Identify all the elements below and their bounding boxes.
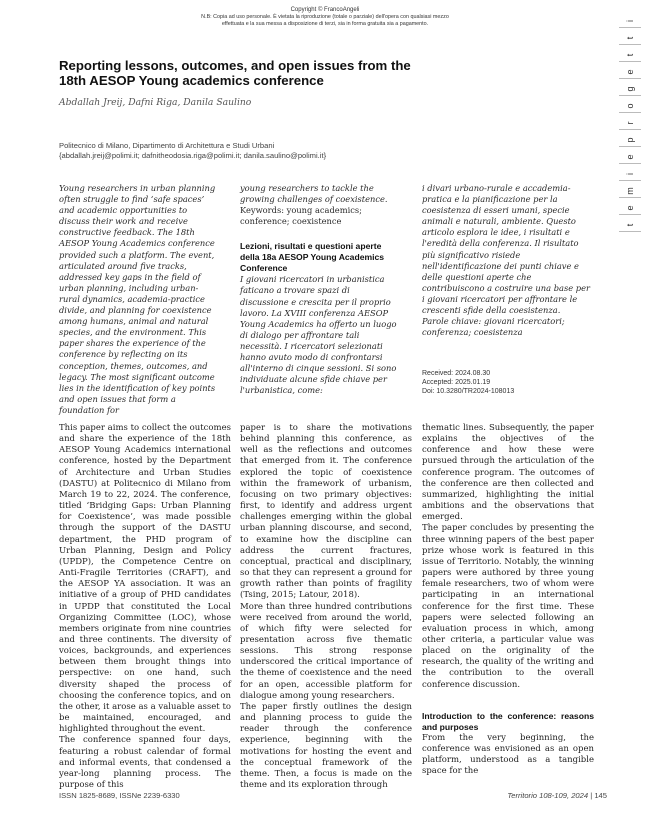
article-authors: Abdallah Jreij, Dafni Riga, Danila Saulino <box>59 97 252 108</box>
body-column-2 <box>240 423 412 791</box>
doi: Doi: 10.3280/TR2024-108013 <box>422 387 515 395</box>
keywords-it: Parole chiave: giovani ricercatori; conferenza; coesistenza <box>422 316 565 338</box>
abstract-en <box>59 183 219 416</box>
body-paragraph: paper is to share the motivations behind planning this conference, as well as the reflections and outcomes that emerged from it. The conference explored the topic of coexistence within the framework of urbanism, focusing on two primary objectives: first, to identify and address urgent challenges emerging within the global urban planning discourse, and second, to examine how the discipline can address the current fractures, conceptual, practical and disciplinary, so that they can represent a ground for growth rather than points of fragility (Tsing, 2015; Latour, 2018). <box>240 423 412 601</box>
sidebar-letter: i <box>625 173 635 175</box>
body-paragraph: The paper firstly outlines the design and planning process to guide the reader through the conference experience, beginning with the motivations for hosting the event and the conceptual framework of the theme. Then, a focus is made on the theme and its exploration through <box>240 701 412 790</box>
abstract-it-text-continued: i divari urbano-rurale e accademia-pratica e la pianificazione per la coesistenza di esseri umani, specie animali e naturali, ambiente. Questo articolo esplora le idee, i risultati e l'eredità della conferenza. Il risultato più significativo risiede nell'identificazione dei punti chiave e delle questioni aperte che contribuiscono a costruire una base per i giovani ricercatori per affrontare le crescenti sfide della coesistenza. <box>422 183 590 316</box>
affiliation-emails: {abdallah.jreij@polimi.it; dafnitheodosia.riga@polimi.it; danila.saulino@polimi.it} <box>59 151 327 160</box>
body-paragraph: This paper aims to collect the outcomes and share the experience of the 18th AESOP Young Academics international conference, hosted by the Department of Architecture and Urban Studies (DASTU) at Politecnico di Milano from March 19 to 22, 2024. The conference, titled ‘Bridging Gaps: Urban Planning for Coexistence’, was made possible through the support of the DASTU department, the PHD program of Urban Planning, Design and Policy (UPDP), the Competence Centre on Anti-Fragile Territories (CRAFT), and the AESOP YA association. It was an initiative of a group of PHD candidates in UPDP that constituted the Local Organizing Committee (LOC), whose members originate from nine countries and three continents. The diversity of voices, backgrounds, and experiences between them brought things into perspective: on one hand, such diversity shaped the process of choosing the conference topics, and on the other, it arose as a valuable asset to be maintained, encouraged, and highlighted throughout the event. <box>59 423 232 735</box>
sidebar-letter: t <box>625 53 635 57</box>
copyright-notice: Copyright © FrancoAngeli <box>290 7 360 13</box>
keywords-en: Keywords: young academics; conference; coexistence <box>240 205 362 227</box>
affiliation <box>59 141 439 161</box>
abstract-it-heading: Lezioni, risultati e questioni aperte della 18a AESOP Young Academics Conference <box>240 241 385 274</box>
footer-issn: ISSN 1825-8689, ISSNe 2239-6330 <box>59 791 180 800</box>
sidebar-letter: e <box>625 154 635 160</box>
affiliation-institution: Politecnico di Milano, Dipartimento di Architettura e Studi Urbani <box>59 141 275 150</box>
sidebar-letter: t <box>625 36 635 40</box>
article-title: Reporting lessons, outcomes, and open issues from the 18th AESOP Young academics conference <box>59 58 411 88</box>
sidebar-letter: g <box>625 86 635 92</box>
abstract-column-3 <box>422 183 594 338</box>
sidebar-letter: i <box>625 20 635 22</box>
received-date: Received: 2024.08.30 <box>422 370 491 377</box>
accepted-date: Accepted: 2025.01.19 <box>422 378 491 386</box>
journal-issue: Territorio 108-109, 2024 <box>507 791 589 800</box>
sidebar-letter: r <box>625 121 635 125</box>
footer-separator: | <box>590 791 593 800</box>
sidebar-letter: e <box>625 205 635 211</box>
abstract-it-text: I giovani ricercatori in urbanistica faticano a trovare spazi di discussione e crescita per il proprio lavoro. La XVIII conferenza AESOP Young Academics ha offerto un luogo di dialogo per affrontare tali necessità. I ricercatori selezionati hanno avuto modo di confrontarsi all'interno di cinque sessioni. Si sono individuate alcune sfide chiave per l'urbanistica, come: <box>240 274 397 396</box>
body-paragraph: The conference spanned four days, featuring a robust calendar of formal and informal events, that condensed a year-long planning process. The purpose of this <box>59 735 231 790</box>
body-column-3 <box>422 423 594 777</box>
section-sidebar <box>615 10 645 240</box>
abstract-column-2 <box>240 183 400 396</box>
body-paragraph: More than three hundred contributions were received from around the world, of which fifty were selected for presentation across five thematic sessions. This strong response underscored the critical importance of the theme of coexistence and the need for an open, accessible platform for dialogue among young researchers. <box>240 601 412 701</box>
abstract-en-text: Young researchers in urban planning often struggle to find ‘safe spaces’ and academic opportunities to discuss their work and receive constructive feedback. The 18th AESOP Young Academics conference provided such a platform. The event, articulated around five tracks, addressed key gaps in the field of urban planning, including urban-rural dynamics, academia-practice divide, and planning for coexistence among humans, animal and natural species, and the environment. This paper shares the experience of the conference by reflecting on its conception, themes, outcomes, and legacy. The most significant outcome lies in the identification of key points and open issues that form a foundation for <box>59 183 216 415</box>
article-metadata <box>422 370 514 396</box>
page-number: 145 <box>594 791 607 800</box>
sidebar-letter: m <box>625 187 635 195</box>
body-paragraph: From the very beginning, the conference was envisioned as an open platform, understood as a tangible space for the <box>422 732 594 777</box>
section-heading: Introduction to the conference: reasons and purposes <box>422 710 594 732</box>
sidebar-letter: p <box>625 137 635 143</box>
body-paragraph: The paper concludes by presenting the three winning papers of the best paper prize whose work is featured in this issue of Territorio. Notably, the winning papers were authored by three young female researchers, two of whom were participating in an international conference for the first time. These papers were selected following an evaluation process in which, among other criteria, a particular value was placed on the originality of the research, the quality of the writing and the contribution to the overall conference discussion. <box>422 523 594 690</box>
sidebar-letter: o <box>625 103 635 109</box>
usage-notice: N.B: Copia ad uso personale. È vietata la riproduzione (totale o parziale) dell'opera con qualsiasi mezzo effettuata e la sua messa a disposizione di terzi, sia in forma gratuita sia a pagamento. <box>201 14 449 27</box>
sidebar-letter: e <box>625 69 635 75</box>
body-paragraph: thematic lines. Subsequently, the paper explains the objectives of the conference and how these were pursued through the articulation of the conference program. The outcomes of the conference are then collected and summarized, highlighting the initial ambitions and the observations that emerged. <box>422 423 594 523</box>
body-column-1 <box>59 423 231 791</box>
abstract-en-text-continued: young researchers to tackle the growing challenges of coexistence. <box>240 183 388 205</box>
footer-journal <box>507 791 607 800</box>
sidebar-letter: t <box>625 223 635 227</box>
